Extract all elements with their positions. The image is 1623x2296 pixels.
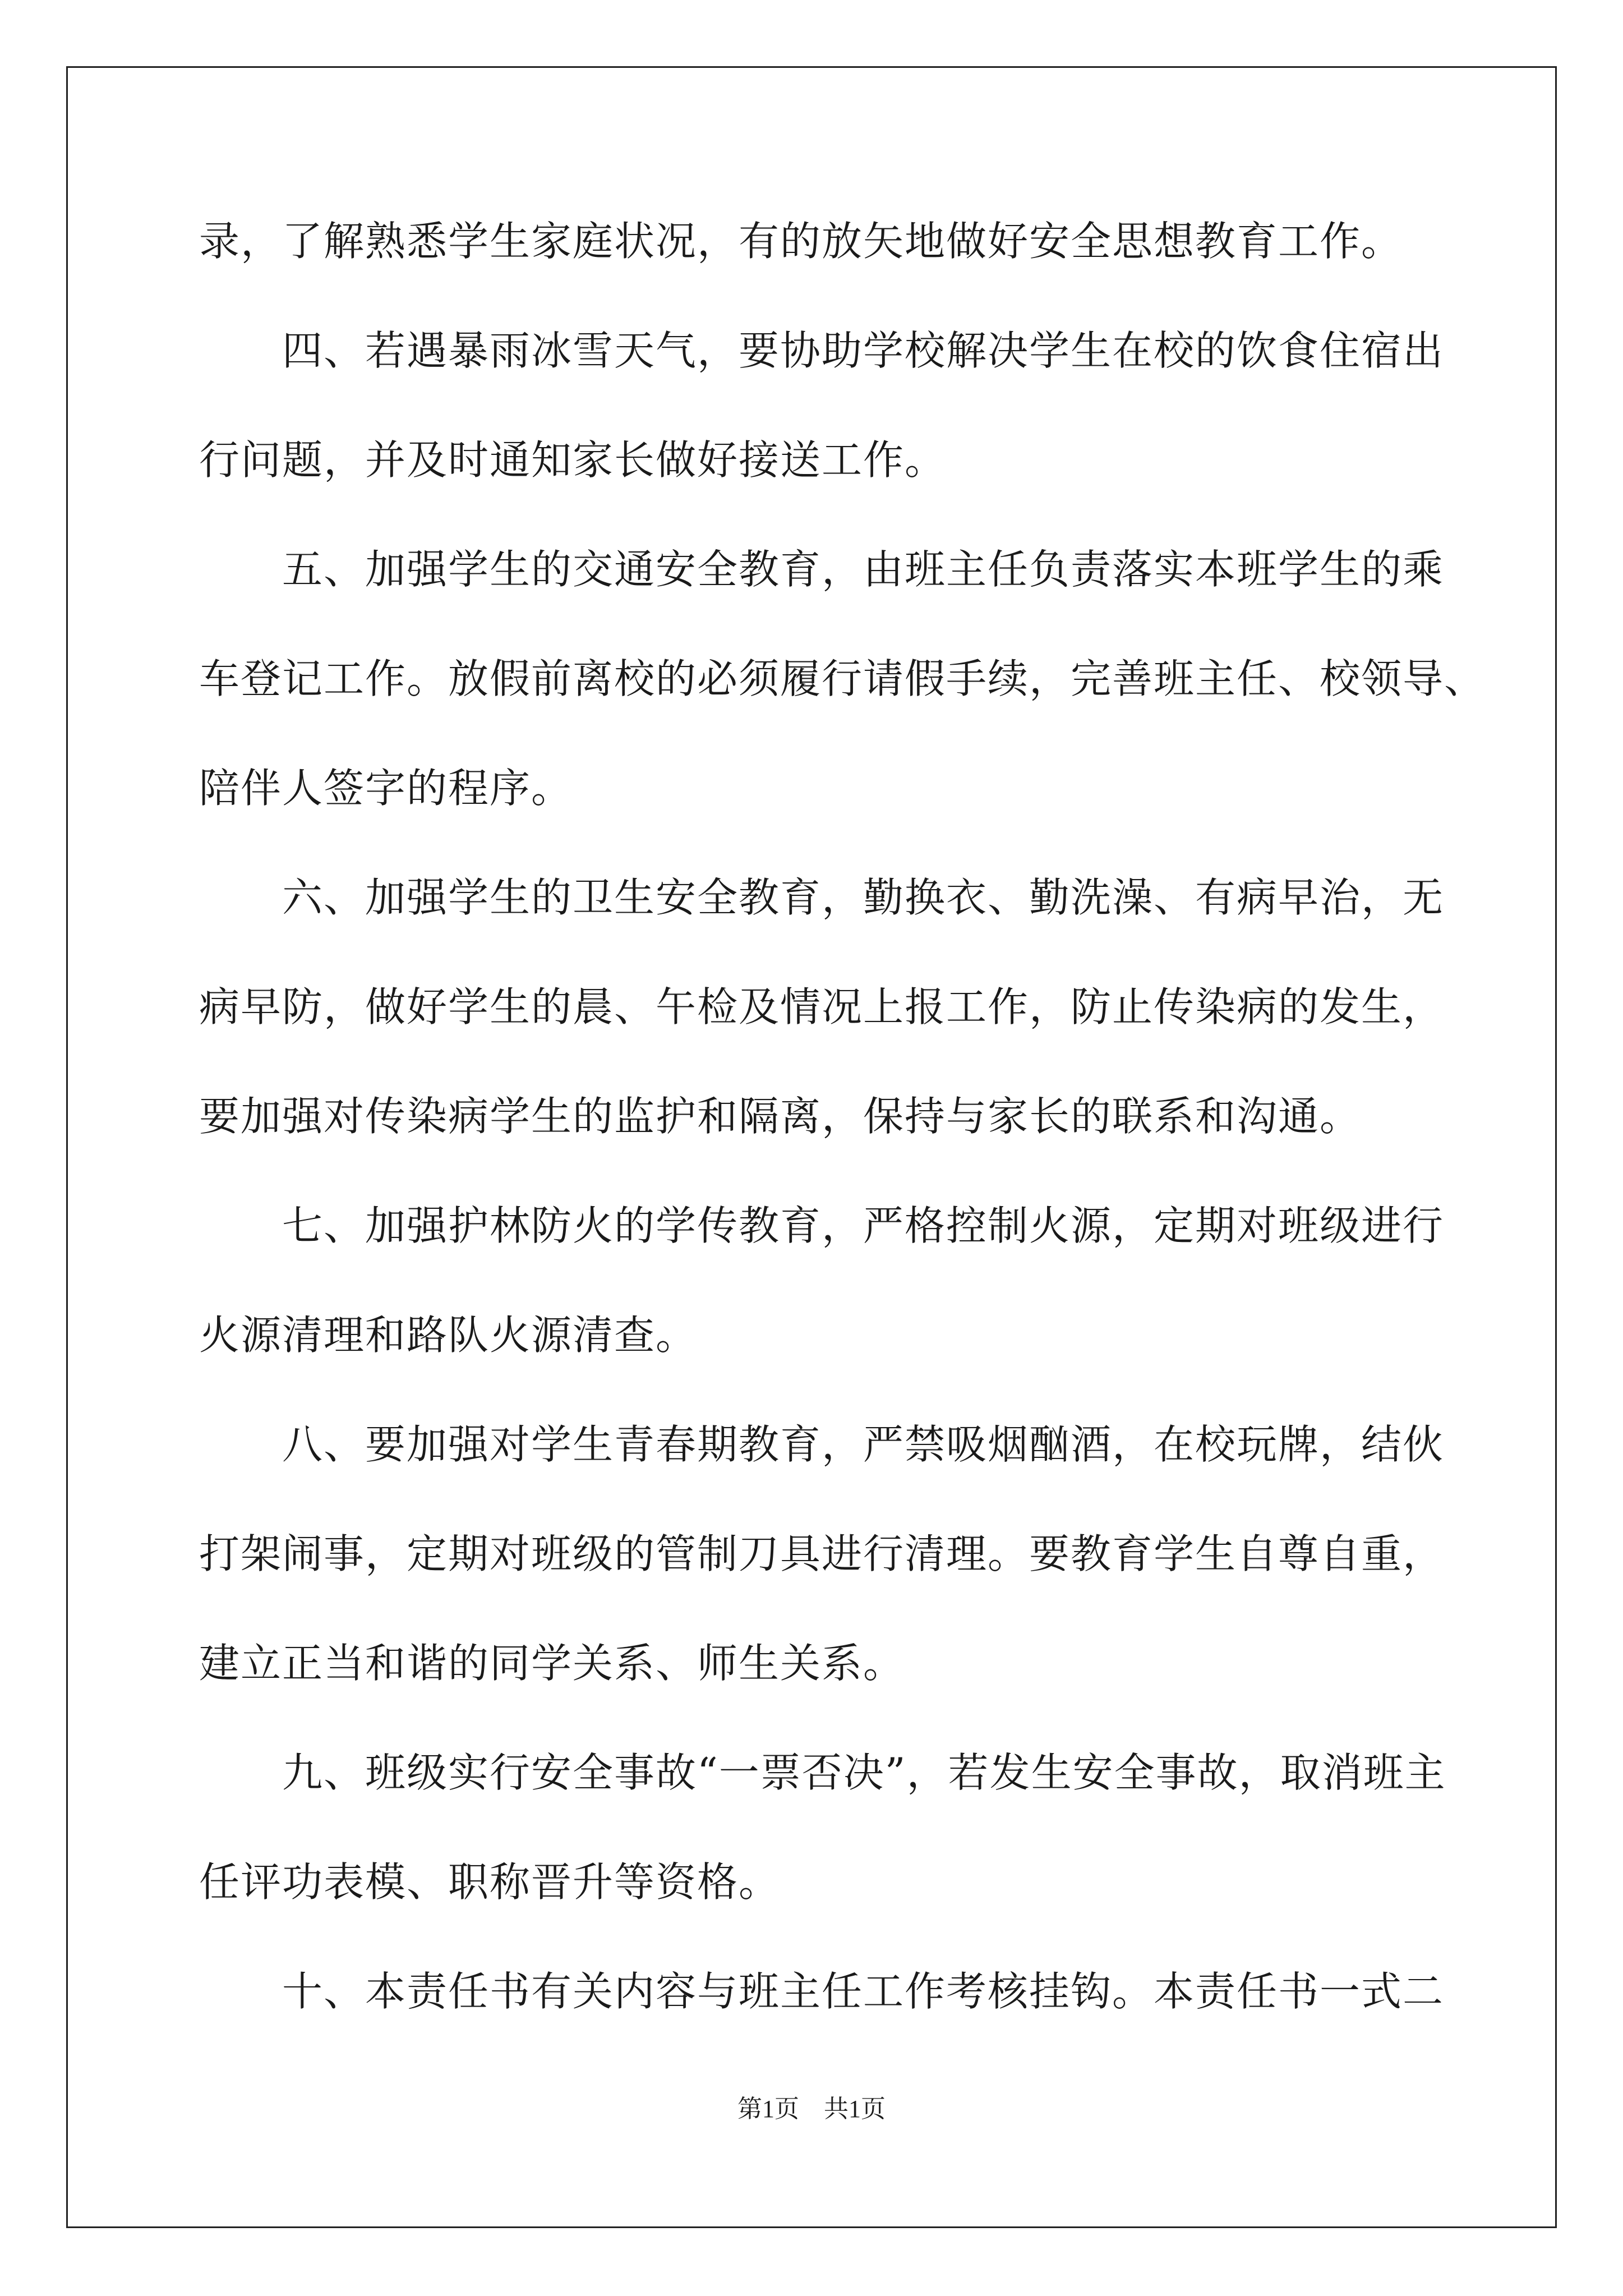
text-line: 车登记工作。放假前离校的必须履行请假手续，完善班主任、校领导、: [199, 655, 1486, 702]
text-line: 四、若遇暴雨冰雪天气，要协助学校解决学生在校的饮食住宿出: [199, 327, 1445, 374]
text-line: 任评功表模、职称晋升等资格。: [199, 1858, 781, 1906]
text-line: 病早防，做好学生的晨、午检及情况上报工作，防止传染病的发生，: [199, 983, 1445, 1030]
text-line: 七、加强护林防火的学传教育，严格控制火源，定期对班级进行: [199, 1202, 1445, 1249]
text-line: 要加强对传染病学生的监护和隔离，保持与家长的联系和沟通。: [199, 1093, 1362, 1140]
text-line: 陪伴人签字的程序。: [199, 765, 573, 812]
page-footer: 第1页 共1页: [737, 2095, 886, 2123]
text-line: 十、本责任书有关内容与班主任工作考核挂钩。本责任书一式二: [199, 1968, 1445, 2015]
text-line: 九、班级实行安全事故“一票否决”，若发生安全事故，取消班主: [199, 1749, 1446, 1796]
text-line: 行问题，并及时通知家长做好接送工作。: [199, 436, 947, 484]
text-line: 火源清理和路队火源清查。: [199, 1312, 698, 1359]
text-line: 录，了解熟悉学生家庭状况，有的放矢地做好安全思想教育工作。: [199, 218, 1403, 265]
text-line: 六、加强学生的卫生安全教育，勤换衣、勤洗澡、有病早治，无: [199, 874, 1445, 921]
text-line: 八、要加强对学生青春期教育，严禁吸烟酗酒，在校玩牌，结伙: [199, 1421, 1445, 1468]
text-line: 打架闹事，定期对班级的管制刀具进行清理。要教育学生自尊自重，: [199, 1530, 1445, 1577]
text-line: 五、加强学生的交通安全教育，由班主任负责落实本班学生的乘: [199, 546, 1445, 593]
text-line: 建立正当和谐的同学关系、师生关系。: [199, 1640, 905, 1687]
